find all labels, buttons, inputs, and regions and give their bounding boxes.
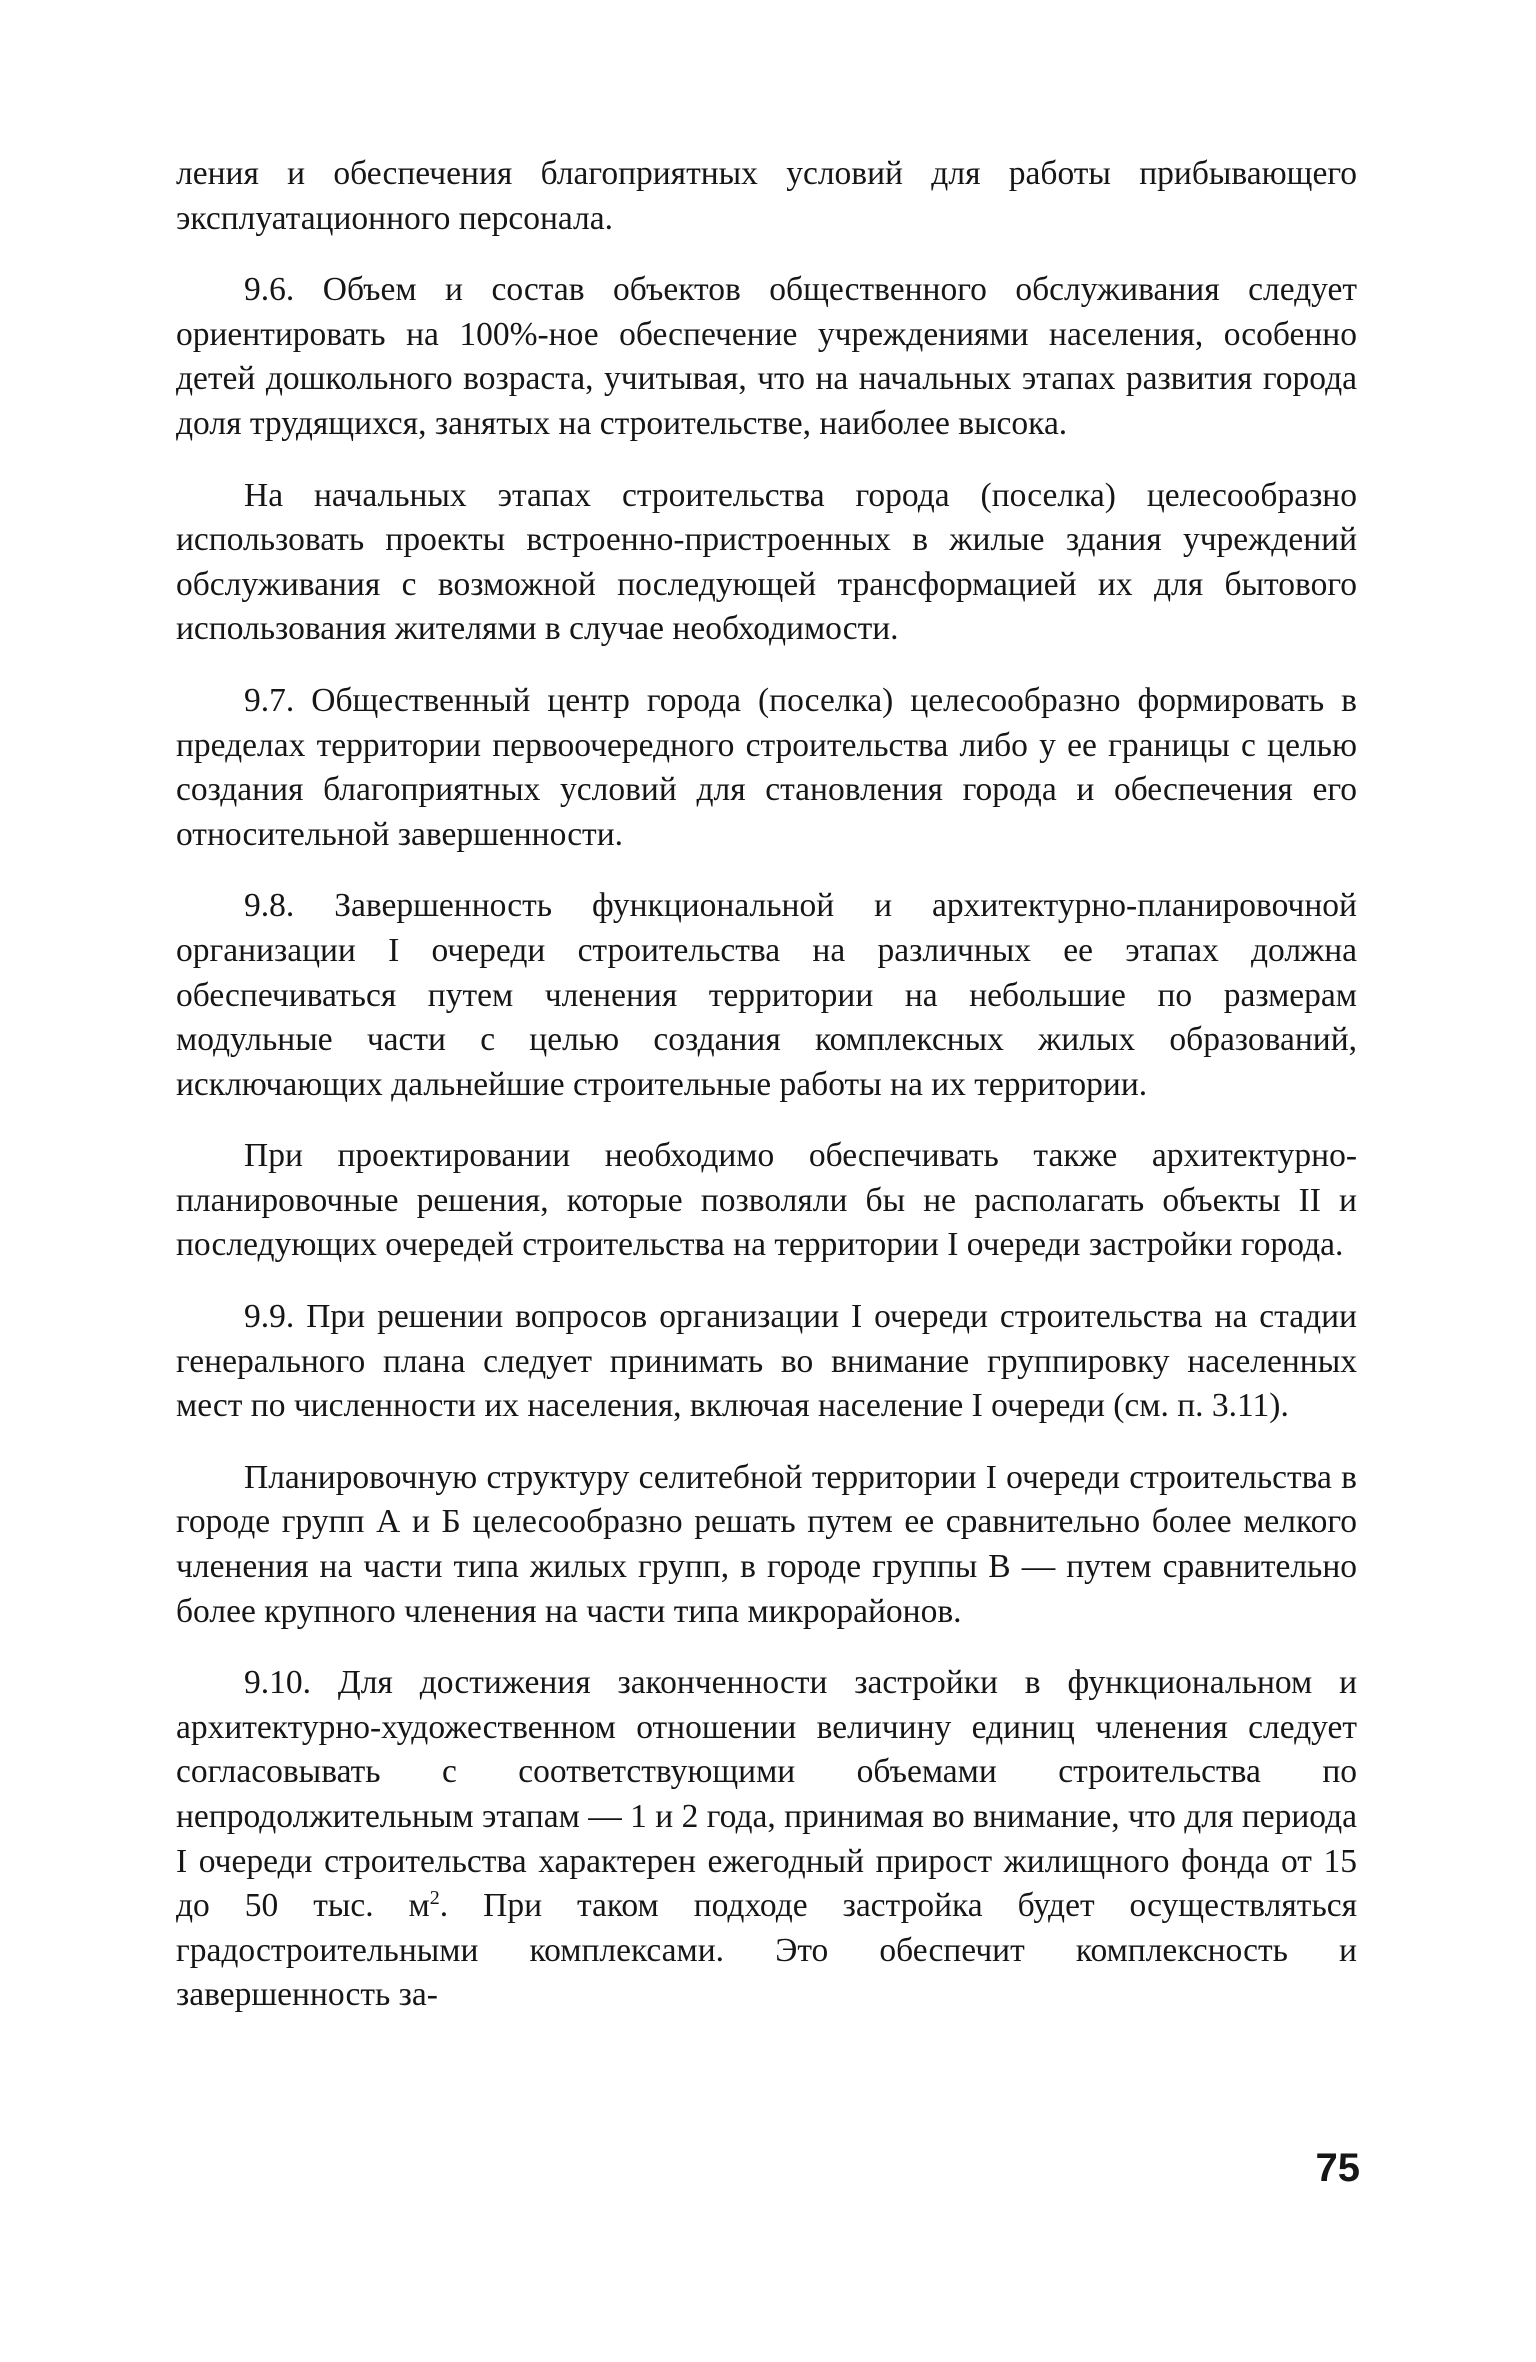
superscript-squared: 2 [429, 1887, 440, 1910]
paragraph-planning-structure: Планировочную структуру селитебной территории I очереди строительства в городе групп А и Б целесообразно решать путем ее сравнительно более мелкого членения на части типа жилых групп, в городе группы В — путем сравнительно более крупного членения на части типа микрорайонов. [176, 1458, 1357, 1630]
paragraph-9-10 [176, 1661, 1357, 2018]
page-number: 75 [1315, 2146, 1360, 2190]
paragraph-continuation: ления и обеспечения благоприятных условий для работы прибывающего эксплуатационного персонала. [176, 155, 1357, 237]
paragraph-9-9: 9.9. При решении вопросов организации I очереди строительства на стадии генерального плана следует принимать во внимание группировку населенных мест по численности их населения, включая население I очереди (см. п. 3.11). [176, 1298, 1357, 1425]
paragraph-9-6: 9.6. Объем и состав объектов общественного обслуживания следует ориентировать на 100%-ное обеспечение учреждениями населения, особенно детей дошкольного возраста, учитывая, что на начальных этапах развития города доля трудящихся, занятых на строительстве, наиболее высока. [176, 271, 1357, 442]
paragraph-9-10-text: 9.10. Для достижения законченности застройки в функциональном и архитектурно-художественном отношении величину единиц членения следует согласовывать с соответствующими объемами строительства по непродолжительным этапам — 1 и 2 года, принимая во внимание, что для периода I очереди строительства характерен ежегодный прирост жилищного фонда от 15 до 50 тыс. м [176, 1664, 1357, 1925]
paragraph-9-7: 9.7. Общественный центр города (поселка) целесообразно формировать в пределах территории первоочередного строительства либо у ее границы с целью создания благоприятных условий для становления города и обеспечения его относительной завершенности. [176, 681, 1357, 853]
paragraph-design: При проектировании необходимо обеспечивать также архитектурно-планировочные решения, которые позволяли бы не располагать объекты II и последующих очередей строительства на территории I очереди застройки города. [176, 1137, 1357, 1264]
paragraph-early-stages: На начальных этапах строительства города (поселка) целесообразно использовать проекты встроенно-пристроенных в жилые здания учреждений обслуживания с возможной последующей трансформацией их для бытового использования жителями в случае необходимости. [176, 476, 1357, 648]
paragraph-9-10-tail: . При таком подходе застройка будет осуществляться градостроительными комплексами. Это обеспечит комплексность и завершенность за- [176, 1887, 1357, 2014]
paragraph-9-8: 9.8. Завершенность функциональной и архитектурно-планировочной организации I очереди строительства на различных ее этапах должна обеспечиваться путем членения территории на небольшие по размерам модульные части с целью создания комплексных жилых образований, исключающих дальнейшие строительные работы на их территории. [176, 887, 1357, 1103]
page-body [176, 152, 1357, 2018]
